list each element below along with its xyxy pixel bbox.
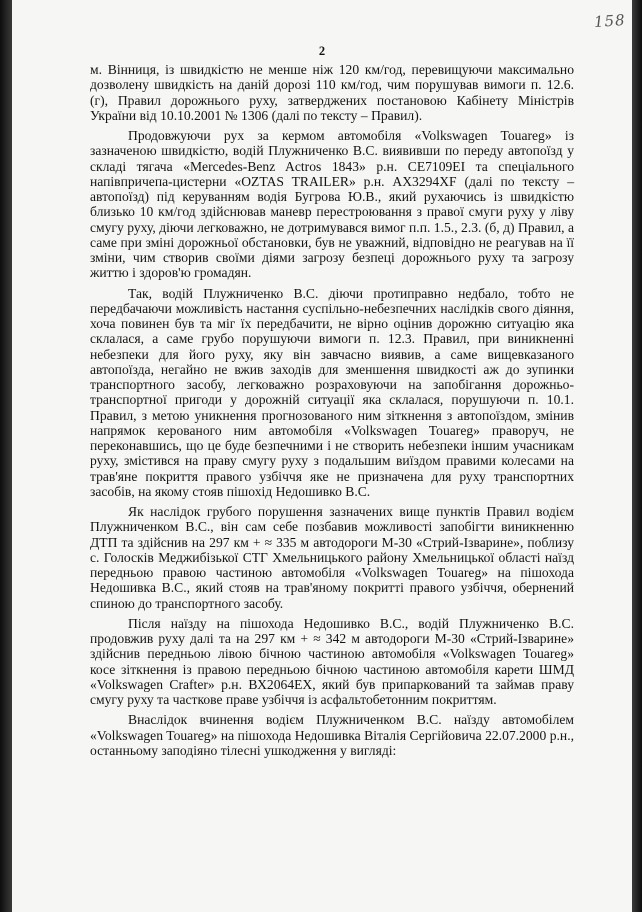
handwritten-folio-number: 158 — [593, 10, 627, 32]
document-page — [12, 0, 632, 912]
paragraph-3: Так, водій Плужниченко В.С. діючи протиправно недбало, тобто не передбачаючи можливість настання суспільно-небезпечних наслідків свого діяння, хоча повинен був та міг їх передбачити, не вірно оцінив дорожню ситуацію яка склалася, а саме грубо порушуючи вимоги п. 12.3. Правил, при виникненні небезпеки для його руху, яку він завчасно виявив, а саме вищевказаного автопоїзда, негайно не вжив заходів для зменшення швидкості аж до зупинки транспортного засобу, легковажно розраховуючи на запобігання дорожньо-транспортної пригоди у дорожній ситуації яка склалася, порушуючи п. 10.1. Правил, з метою уникнення прогнозованого ним зіткнення з автопоїздом, змінив напрямок керованого ним автомобіля «Volkswagen Touareg» праворуч, не переконавшись, що це буде безпечними і не створить небезпеки іншим учасникам руху, змістився на праву смугу руху з подальшим виїздом правими колесами на трав'яне покриття правого узбіччя яке не призначена для руху транспортних засобів, на якому стояв пішохід Недошивко В.С. — [90, 285, 574, 499]
scan-border-left — [0, 0, 12, 912]
paragraph-6: Внаслідок вчинення водієм Плужниченком В.С. наїзду автомобілем «Volkswagen Touareg» на пішохода Недошивка Віталія Сергійовича 22.07.2000 р.н., останньому заподіяно тілесні ушкодження у вигляді: — [90, 712, 574, 758]
scan-border-right — [632, 0, 642, 912]
paragraph-1: м. Вінниця, із швидкістю не менше ніж 120 км/год, перевищуючи максимально дозволену швидкість на даній дорозі 110 км/год, чим порушував вимоги п. 12.6. (г), Правил дорожнього руху, затверджених постановою Кабінету Міністрів України від 10.10.2001 № 1306 (далі по тексту – Правил). — [90, 62, 574, 123]
paragraph-2: Продовжуючи рух за кермом автомобіля «Volkswagen Touareg» із зазначеною швидкістю, водій Плужниченко В.С. виявивши по переду автопоїзд у складі тягача «Mercedes-Benz Actros 1843» р.н. СЕ7109ЕІ та спеціального напівпричепа-цистерни «OZTAS TRAILER» р.н. АХ3294XF (далі по тексту – автопоїзд) під керуванням водія Бугрова Ю.В., який рухаючись із швидкістю близько 10 км/год здійснював маневр перестроювання з правої смуги руху у ліву смугу руху, діючи легковажно, не дотримувався вимог п.п. 1.5., 2.3. (б, д) Правил, а саме при зміні дорожньої обстановки, був не уважний, відповідно не реагував на її зміни, чим створив своїми діями загрозу безпеці дорожнього руху та загрозу життю і здоров'ю громадян. — [90, 128, 574, 281]
paragraph-4: Як наслідок грубого порушення зазначених вище пунктів Правил водієм Плужниченком В.С., він сам себе позбавив можливості запобігти виникненню ДТП та здійснив на 297 км + ≈ 335 м автодороги М-30 «Стрий-Ізварине», поблизу с. Голосків Меджибізької СТГ Хмельницького району Хмельницької області наїзд передньою правою частиною автомобіля «Volkswagen Touareg» на пішохода Недошивка В.С., який стояв на трав'яному покритті правого узбіччя, обернений спиною до транспортного засобу. — [90, 504, 574, 611]
paragraph-5: Після наїзду на пішохода Недошивко В.С., водій Плужниченко В.С. продовжив руху далі та на 297 км + ≈ 342 м автодороги М-30 «Стрий-Ізварине» здійснив передньою лівою бічною частиною автомобіля «Volkswagen Touareg» косе зіткнення із правою передньою бічною частиною автомобіля карети ШМД «Volkswagen Crafter» р.н. ВХ2064ЕХ, який був припаркований та займав праву смугу руху та часткове праве узбіччя із асфальтобетонним покриттям. — [90, 615, 574, 707]
page-number: 2 — [318, 44, 326, 58]
document-body — [90, 62, 574, 758]
